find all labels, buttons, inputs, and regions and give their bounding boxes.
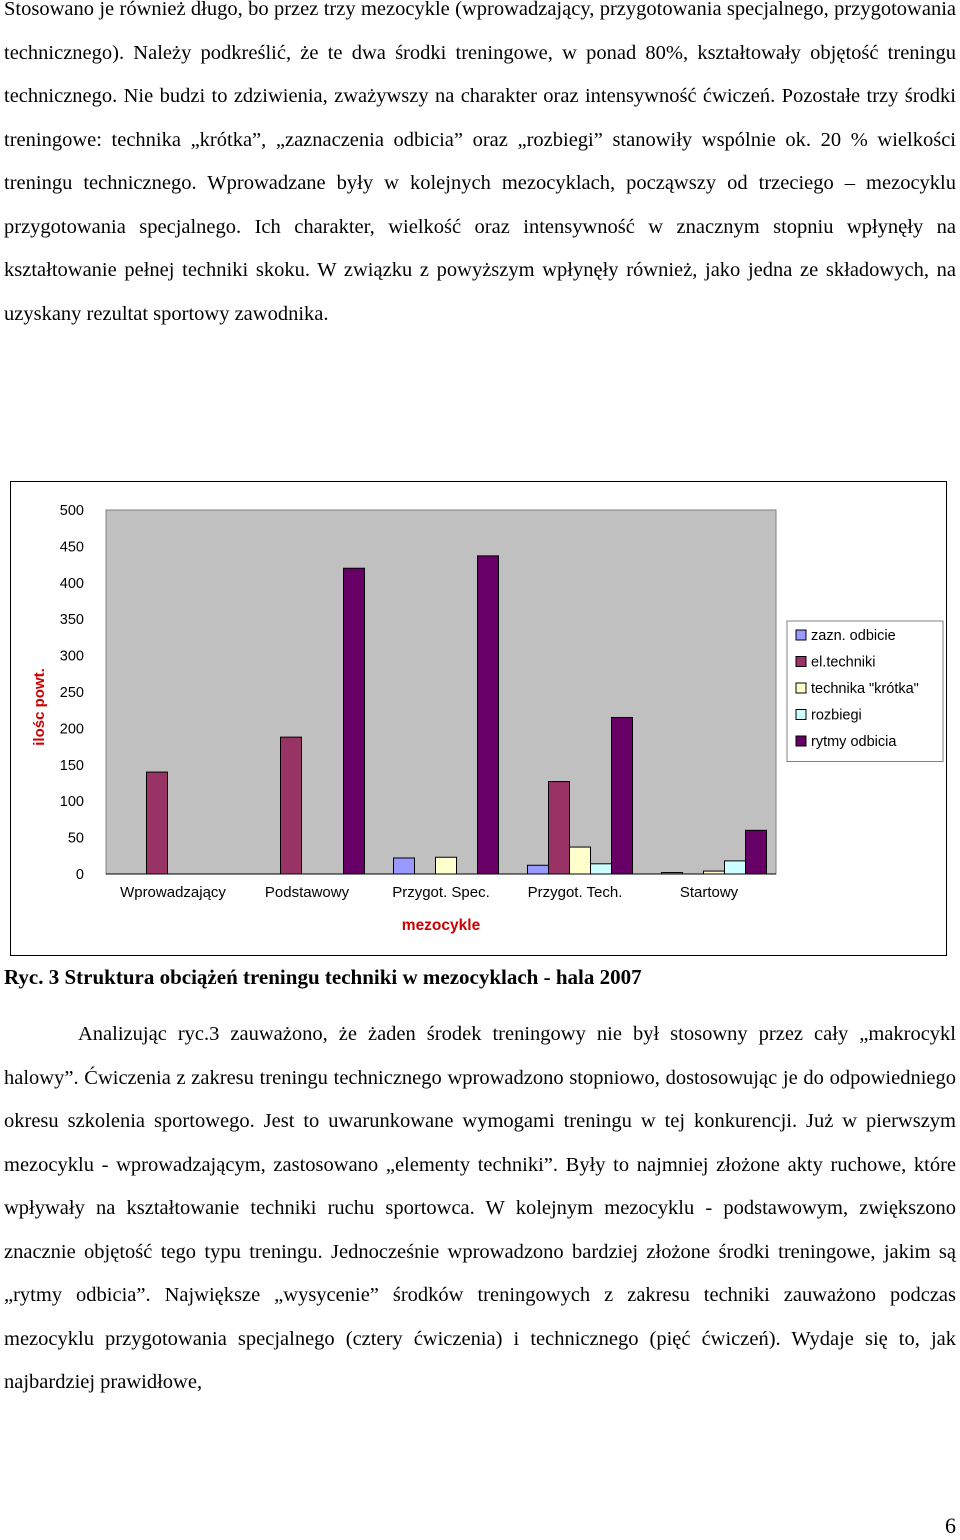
bar (591, 864, 612, 874)
page-number: 6 (945, 1513, 956, 1538)
bar (746, 830, 767, 874)
x-tick-label: Przygot. Spec. (392, 884, 490, 901)
y-tick-label: 400 (59, 575, 84, 592)
bar (549, 782, 570, 874)
bar (570, 847, 591, 874)
figure-caption: Ryc. 3 Struktura obciążeń treningu techniki w mezocyklach - hala 2007 (4, 965, 642, 989)
bar (725, 861, 746, 874)
x-tick-label: Przygot. Tech. (527, 884, 623, 901)
bar (147, 772, 168, 874)
y-tick-label: 350 (59, 612, 84, 629)
body-paragraph-2: Analizując ryc.3 zauważono, że żaden środek treningowy nie był stosowny przez cały „makrocykl halowy”. Ćwiczenia z zakresu treningu technicznego wprowadzono stopniowo, dostosowując je do odpowiedniego okresu szkolenia sportowego. Jest to uwarunkowane wymogami treningu w tej konkurencji. Już w pierwszym mezocyklu - wprowadzającym, zastosowano „elementy techniki”. Były to najmniej złożone akty ruchowe, które wpływały na kształtowanie techniki ruchu sportowca. W kolejnym mezocyklu - podstawowym, zwiększono znacznie objętość tego typu treningu. Jednocześnie wprowadzono bardziej złożone środki treningowe, jakim są „rytmy odbicia”. Największe „wysycenie” środków treningowych z zakresu techniki zauważono podczas mezocyklu przygotowania specjalnego (cztery ćwiczenia) i technicznego (pięć ćwiczeń). Wydaje się to, jak najbardziej prawidłowe, (4, 1023, 956, 1393)
legend-swatch (796, 657, 806, 667)
bar (612, 717, 633, 874)
y-tick-label: 250 (59, 685, 84, 701)
bar (344, 568, 365, 874)
x-axis-label: mezocykle (401, 917, 481, 934)
legend-swatch (796, 710, 806, 720)
bar-chart (11, 482, 946, 955)
bar (281, 737, 302, 874)
plot-area (106, 510, 776, 874)
legend-label: technika "krótka" (811, 681, 919, 697)
legend-swatch (796, 683, 806, 693)
y-tick-label: 100 (59, 794, 84, 811)
y-tick-label: 200 (59, 721, 84, 738)
y-tick-label: 0 (75, 867, 84, 883)
legend-label: rozbiegi (811, 707, 862, 724)
y-tick-label: 50 (67, 830, 84, 847)
body-paragraph-1: Stosowano je również długo, bo przez trzy mezocykle (wprowadzający, przygotowania specjalnego, przygotowania technicznego). Należy podkreślić, że te dwa środki treningowe, w ponad 80%, kształtowały objętość treningu technicznego. Nie budzi to zdziwienia, zważywszy na charakter oraz intensywność ćwiczeń. Pozostałe trzy środki treningowe: technika „krótka”, „zaznaczenia odbicia” oraz „rozbiegi” stanowiły wspólnie ok. 20 % wielkości treningu technicznego. Wprowadzane były w kolejnych mezocyklach, począwszy od trzeciego – mezocyklu przygotowania specjalnego. Ich charakter, wielkość oraz intensywność w znacznym stopniu wpłynęły na kształtowanie pełnej techniki skoku. W związku z powyższym wpłynęły również, jako jedna ze składowych, na uzyskany rezultat sportowy zawodnika. (4, 0, 956, 325)
x-tick-label: Startowy (679, 884, 739, 901)
legend-label: el.techniki (811, 654, 876, 671)
x-tick-label: Podstawowy (264, 884, 350, 901)
y-tick-label: 450 (59, 539, 84, 556)
bar (436, 857, 457, 874)
bar (528, 865, 549, 874)
y-tick-label: 500 (59, 503, 84, 519)
legend-label: rytmy odbicia (811, 734, 897, 750)
chart-container (10, 481, 947, 956)
y-axis-label: ilośc powt. (31, 668, 48, 746)
y-tick-label: 300 (59, 648, 84, 665)
legend-label: zazn. odbicie (811, 628, 896, 644)
bar (478, 556, 499, 874)
bar (394, 858, 415, 874)
y-tick-label: 150 (59, 757, 84, 774)
legend-swatch (796, 630, 806, 640)
legend-swatch (796, 736, 806, 746)
x-tick-label: Wprowadzający (120, 884, 226, 901)
